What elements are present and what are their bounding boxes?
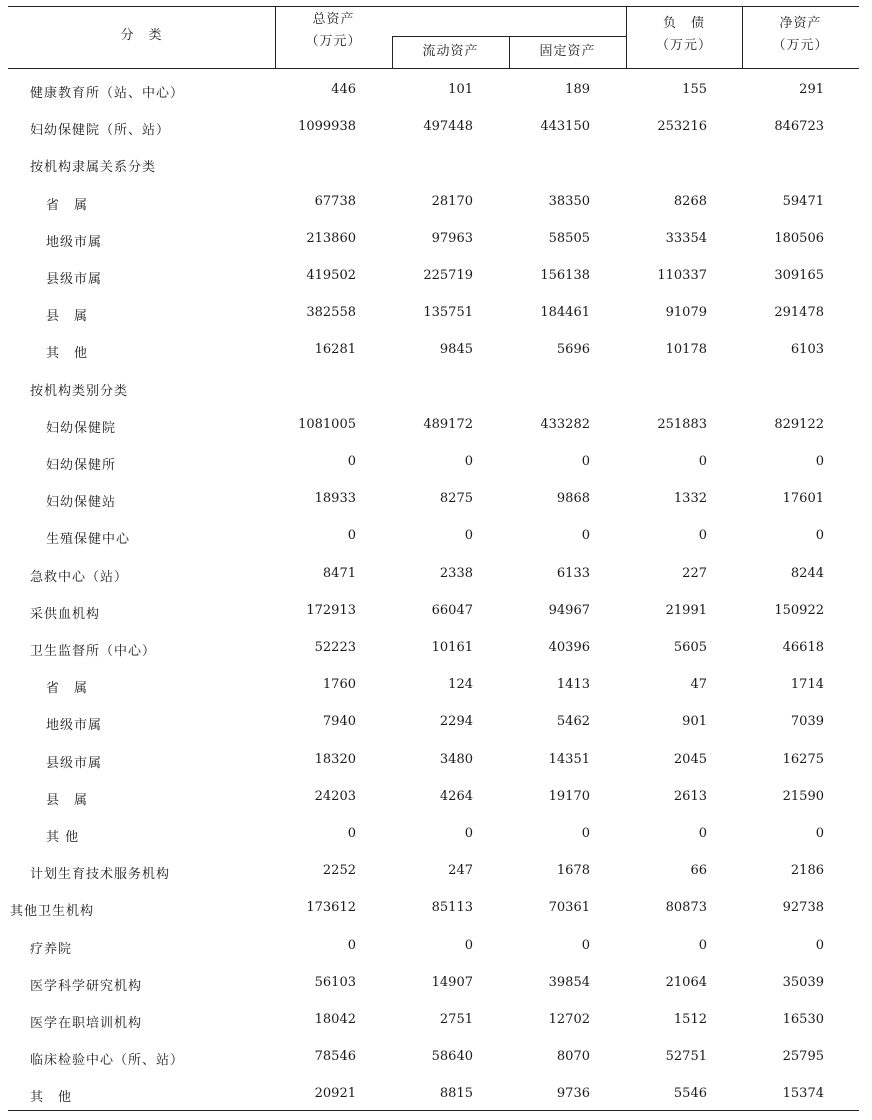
row-value: 8275 xyxy=(439,491,473,507)
row-value: 0 xyxy=(698,454,707,469)
row-label: 疗养院 xyxy=(30,941,73,957)
header-liabilities-unit: （万元） xyxy=(655,38,712,53)
row-label: 省 属 xyxy=(46,197,89,213)
row-value: 433282 xyxy=(540,416,590,432)
row-label: 卫生监督所（中心） xyxy=(30,644,157,659)
row-value: 0 xyxy=(464,937,473,953)
header-total-assets: 总资产 xyxy=(312,12,355,27)
table-row xyxy=(8,704,859,741)
row-value: 184461 xyxy=(540,305,590,321)
row-value: 94967 xyxy=(548,602,590,618)
row-label: 省 属 xyxy=(46,681,89,697)
table-row xyxy=(8,332,859,369)
row-value: 9736 xyxy=(556,1086,590,1102)
header-fixed-assets: 固定资产 xyxy=(539,44,596,59)
row-label: 地级市属 xyxy=(46,234,103,250)
row-value: 227 xyxy=(682,565,707,581)
row-value: 225719 xyxy=(423,268,473,283)
row-value: 2338 xyxy=(439,565,473,581)
table-row xyxy=(8,1039,859,1076)
row-value: 4264 xyxy=(439,788,473,804)
row-value: 124 xyxy=(448,677,473,693)
row-value: 1678 xyxy=(556,863,590,879)
row-value: 52751 xyxy=(665,1049,707,1065)
row-value: 253216 xyxy=(657,119,707,135)
row-label: 妇幼保健院（所、站） xyxy=(30,123,171,139)
row-value: 0 xyxy=(464,528,473,544)
row-value: 829122 xyxy=(774,416,824,432)
table-row xyxy=(8,258,859,295)
row-value: 6103 xyxy=(790,342,824,358)
row-value: 2045 xyxy=(673,751,707,767)
row-value: 5462 xyxy=(556,714,590,730)
row-value: 0 xyxy=(698,528,707,544)
row-value: 489172 xyxy=(423,416,473,432)
row-value: 6133 xyxy=(556,565,590,581)
table-row xyxy=(8,221,859,258)
row-value: 58505 xyxy=(548,230,590,246)
row-label: 县 属 xyxy=(46,792,89,808)
row-value: 91079 xyxy=(665,305,707,321)
row-value: 21590 xyxy=(782,788,824,804)
row-label: 健康教育所（站、中心） xyxy=(30,86,185,101)
row-value: 0 xyxy=(581,826,590,841)
row-value: 0 xyxy=(464,454,473,469)
row-value: 14907 xyxy=(431,974,473,990)
row-value: 15374 xyxy=(782,1086,824,1102)
row-value: 0 xyxy=(698,826,707,841)
row-value: 1413 xyxy=(556,677,590,693)
row-value: 8268 xyxy=(673,193,707,209)
row-label: 急救中心（站） xyxy=(30,569,129,585)
row-value: 19170 xyxy=(548,788,590,804)
row-value: 46618 xyxy=(782,640,824,655)
row-value: 25795 xyxy=(782,1049,824,1065)
row-value: 35039 xyxy=(782,974,824,990)
row-label: 妇幼保健站 xyxy=(46,495,117,511)
row-value: 101 xyxy=(448,82,473,97)
row-value: 291478 xyxy=(774,305,824,321)
row-value: 8070 xyxy=(556,1049,590,1065)
table-row xyxy=(8,593,859,630)
row-value: 135751 xyxy=(423,305,473,321)
row-value: 0 xyxy=(347,528,356,544)
row-value: 0 xyxy=(815,454,824,469)
row-value: 38350 xyxy=(548,193,590,209)
table-row xyxy=(8,109,859,146)
row-value: 0 xyxy=(464,826,473,841)
row-value: 10161 xyxy=(431,640,473,655)
row-label: 县级市属 xyxy=(46,272,103,287)
table-row xyxy=(8,72,859,109)
table-row xyxy=(8,518,859,555)
row-value: 1714 xyxy=(790,677,824,693)
row-value: 1512 xyxy=(673,1012,707,1027)
row-value: 9868 xyxy=(556,491,590,507)
row-value: 7039 xyxy=(790,714,824,730)
row-value: 24203 xyxy=(314,788,356,804)
row-value: 16530 xyxy=(782,1012,824,1027)
row-label: 其 他 xyxy=(46,346,89,362)
row-value: 443150 xyxy=(540,119,590,135)
row-value: 16275 xyxy=(782,751,824,767)
row-value: 18320 xyxy=(314,751,356,767)
table-row xyxy=(8,630,859,667)
row-value: 0 xyxy=(581,454,590,469)
row-value: 846723 xyxy=(774,119,824,135)
row-value: 1760 xyxy=(322,677,356,693)
row-value: 12702 xyxy=(548,1012,590,1027)
table-row xyxy=(8,890,859,927)
row-value: 8244 xyxy=(790,565,824,581)
table-row xyxy=(8,742,859,779)
table-row xyxy=(8,928,859,965)
row-value: 2186 xyxy=(790,863,824,879)
row-label: 妇幼保健院 xyxy=(46,420,117,436)
row-label: 采供血机构 xyxy=(30,606,101,622)
row-value: 85113 xyxy=(431,900,473,916)
table-row xyxy=(8,146,859,183)
row-label: 妇幼保健所 xyxy=(46,458,117,473)
row-value: 5546 xyxy=(673,1086,707,1102)
header-net-assets: 净资产 xyxy=(779,16,822,31)
row-label: 县级市属 xyxy=(46,755,103,771)
header-liabilities: 负 债 xyxy=(662,16,705,31)
row-value: 110337 xyxy=(657,268,707,283)
row-value: 21064 xyxy=(665,974,707,990)
row-value: 59471 xyxy=(782,193,824,209)
table-row xyxy=(8,1076,859,1113)
row-label: 计划生育技术服务机构 xyxy=(30,867,171,883)
row-value: 173612 xyxy=(306,900,356,916)
row-value: 40396 xyxy=(548,640,590,655)
row-value: 1099938 xyxy=(298,119,356,135)
row-value: 8471 xyxy=(322,565,356,581)
row-value: 247 xyxy=(448,863,473,879)
row-label: 临床检验中心（所、站） xyxy=(30,1053,185,1069)
row-value: 78546 xyxy=(314,1049,356,1065)
header-bottom-rule xyxy=(8,68,859,69)
row-value: 28170 xyxy=(431,193,473,209)
row-value: 5605 xyxy=(673,640,707,655)
row-value: 2294 xyxy=(439,714,473,730)
row-value: 7940 xyxy=(322,714,356,730)
row-value: 251883 xyxy=(657,416,707,432)
row-label: 县 属 xyxy=(46,309,89,325)
header-current-assets: 流动资产 xyxy=(422,44,479,59)
row-value: 213860 xyxy=(306,230,356,246)
table-row xyxy=(8,1002,859,1039)
row-label: 地级市属 xyxy=(46,718,103,734)
row-value: 0 xyxy=(347,826,356,841)
row-value: 21991 xyxy=(665,602,707,618)
row-value: 14351 xyxy=(548,751,590,767)
row-value: 497448 xyxy=(423,119,473,135)
table-row xyxy=(8,407,859,444)
row-value: 2613 xyxy=(673,788,707,804)
row-value: 0 xyxy=(698,937,707,953)
row-value: 97963 xyxy=(431,230,473,246)
header-category: 分 类 xyxy=(120,28,163,43)
row-value: 0 xyxy=(581,937,590,953)
row-value: 58640 xyxy=(431,1049,473,1065)
row-value: 419502 xyxy=(306,268,356,283)
row-value: 3480 xyxy=(439,751,473,767)
row-value: 92738 xyxy=(782,900,824,916)
row-value: 0 xyxy=(347,937,356,953)
row-value: 67738 xyxy=(314,193,356,209)
row-label: 按机构隶属关系分类 xyxy=(30,160,157,176)
row-label: 按机构类别分类 xyxy=(30,383,129,399)
row-value: 0 xyxy=(815,937,824,953)
row-value: 155 xyxy=(682,82,707,97)
row-value: 20921 xyxy=(314,1086,356,1102)
row-value: 5696 xyxy=(556,342,590,358)
row-value: 189 xyxy=(565,82,590,97)
row-value: 382558 xyxy=(306,305,356,321)
row-label: 其 他 xyxy=(30,1090,73,1106)
table-row xyxy=(8,965,859,1002)
table-row xyxy=(8,853,859,890)
row-value: 70361 xyxy=(548,900,590,916)
table-top-rule xyxy=(8,6,859,7)
header-total-unit: （万元） xyxy=(305,34,362,49)
row-value: 446 xyxy=(331,82,356,97)
row-value: 10178 xyxy=(665,342,707,358)
header-net-unit: （万元） xyxy=(772,38,829,53)
row-value: 18933 xyxy=(314,491,356,507)
row-value: 47 xyxy=(690,677,707,693)
row-value: 56103 xyxy=(314,974,356,990)
row-value: 156138 xyxy=(540,268,590,283)
row-value: 0 xyxy=(815,528,824,544)
row-value: 39854 xyxy=(548,974,590,990)
row-value: 52223 xyxy=(314,640,356,655)
row-value: 1332 xyxy=(673,491,707,507)
row-label: 医学在职培训机构 xyxy=(30,1016,143,1031)
table-row xyxy=(8,481,859,518)
table-row xyxy=(8,295,859,332)
row-value: 17601 xyxy=(782,491,824,507)
row-value: 180506 xyxy=(774,230,824,246)
row-value: 901 xyxy=(682,714,707,730)
row-value: 18042 xyxy=(314,1012,356,1027)
row-value: 16281 xyxy=(314,342,356,358)
row-value: 0 xyxy=(347,454,356,469)
row-label: 医学科学研究机构 xyxy=(30,978,143,994)
row-label: 其他卫生机构 xyxy=(10,904,95,920)
row-value: 2252 xyxy=(322,863,356,879)
row-value: 291 xyxy=(799,82,824,97)
row-value: 1081005 xyxy=(298,416,356,432)
row-value: 33354 xyxy=(665,230,707,246)
row-value: 2751 xyxy=(439,1012,473,1027)
row-value: 66047 xyxy=(431,602,473,618)
table-row xyxy=(8,184,859,221)
row-value: 8815 xyxy=(439,1086,473,1102)
row-value: 80873 xyxy=(665,900,707,916)
row-value: 150922 xyxy=(774,602,824,618)
table-row xyxy=(8,816,859,853)
row-value: 9845 xyxy=(439,342,473,358)
table-row xyxy=(8,556,859,593)
table-row xyxy=(8,667,859,704)
row-value: 0 xyxy=(581,528,590,544)
row-label: 生殖保健中心 xyxy=(46,532,131,548)
row-value: 0 xyxy=(815,826,824,841)
row-value: 66 xyxy=(690,863,707,879)
row-value: 172913 xyxy=(306,602,356,618)
header-sub-rule xyxy=(392,36,626,37)
table-row xyxy=(8,370,859,407)
table-row xyxy=(8,779,859,816)
table-row xyxy=(8,444,859,481)
row-value: 309165 xyxy=(774,268,824,283)
row-label: 其 他 xyxy=(46,830,80,845)
